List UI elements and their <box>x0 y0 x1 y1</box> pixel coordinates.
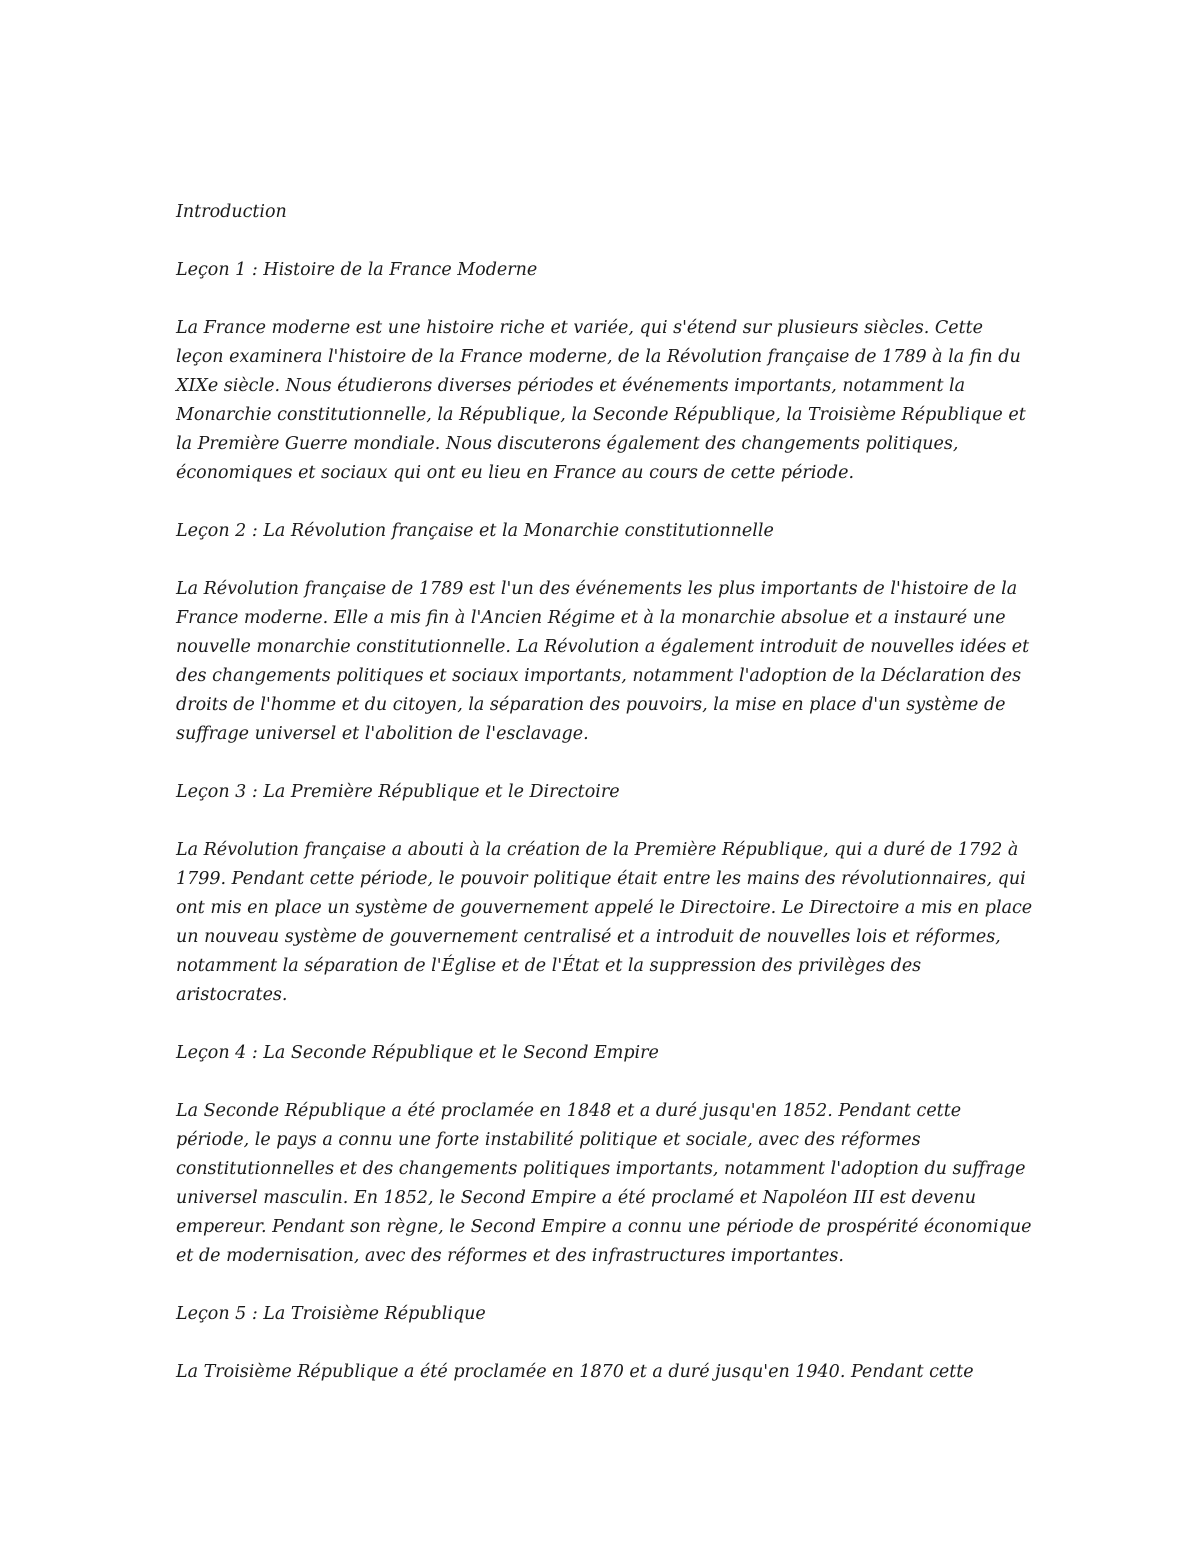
document-body <box>176 198 1036 1387</box>
lesson-3-title: Leçon 3 : La Première République et le Directoire <box>176 782 620 802</box>
lesson-4-body: La Seconde République a été proclamée en 1848 et a duré jusqu'en 1852. Pendant cette période, le pays a connu une forte instabilité politique et sociale, avec des réformes constitutionnelles et des changements politiques importants, notamment l'adoption du suffrage universel masculin. En 1852, le Second Empire a été proclamé et Napoléon III est devenu empereur. Pendant son règne, le Second Empire a connu une période de prospérité économique et de modernisation, avec des réformes et des infrastructures importantes. <box>176 1101 1032 1266</box>
lesson-2-body: La Révolution française de 1789 est l'un des événements les plus importants de l'histoire de la France moderne. Elle a mis fin à l'Ancien Régime et à la monarchie absolue et a instauré une nouvelle monarchie constitutionnelle. La Révolution a également introduit de nouvelles idées et des changements politiques et sociaux importants, notamment l'adoption de la Déclaration des droits de l'homme et du citoyen, la séparation des pouvoirs, la mise en place d'un système de suffrage universel et l'abolition de l'esclavage. <box>176 579 1030 744</box>
lesson-5-body: La Troisième République a été proclamée en 1870 et a duré jusqu'en 1940. Pendant cette <box>176 1362 974 1382</box>
lesson-1-title: Leçon 1 : Histoire de la France Moderne <box>176 260 538 280</box>
lesson-4-title: Leçon 4 : La Seconde République et le Second Empire <box>176 1043 659 1063</box>
lesson-1-body: La France moderne est une histoire riche et variée, qui s'étend sur plusieurs siècles. Cette leçon examinera l'histoire de la France moderne, de la Révolution française de 1789 à la fin du XIXe siècle. Nous étudierons diverses périodes et événements importants, notamment la Monarchie constitutionnelle, la République, la Seconde République, la Troisième République et la Première Guerre mondiale. Nous discuterons également des changements politiques, économiques et sociaux qui ont eu lieu en France au cours de cette période. <box>176 318 1026 483</box>
lesson-5-title: Leçon 5 : La Troisième République <box>176 1304 486 1324</box>
intro-title: Introduction <box>176 202 287 222</box>
lesson-2-title: Leçon 2 : La Révolution française et la Monarchie constitutionnelle <box>176 521 774 541</box>
lesson-3-body: La Révolution française a abouti à la création de la Première République, qui a duré de 1792 à 1799. Pendant cette période, le pouvoir politique était entre les mains des révolutionnaires, qui ont mis en place un système de gouvernement appelé le Directoire. Le Directoire a mis en place un nouveau système de gouvernement centralisé et a introduit de nouvelles lois et réformes, notamment la séparation de l'Église et de l'État et la suppression des privilèges des aristocrates. <box>176 840 1033 1005</box>
